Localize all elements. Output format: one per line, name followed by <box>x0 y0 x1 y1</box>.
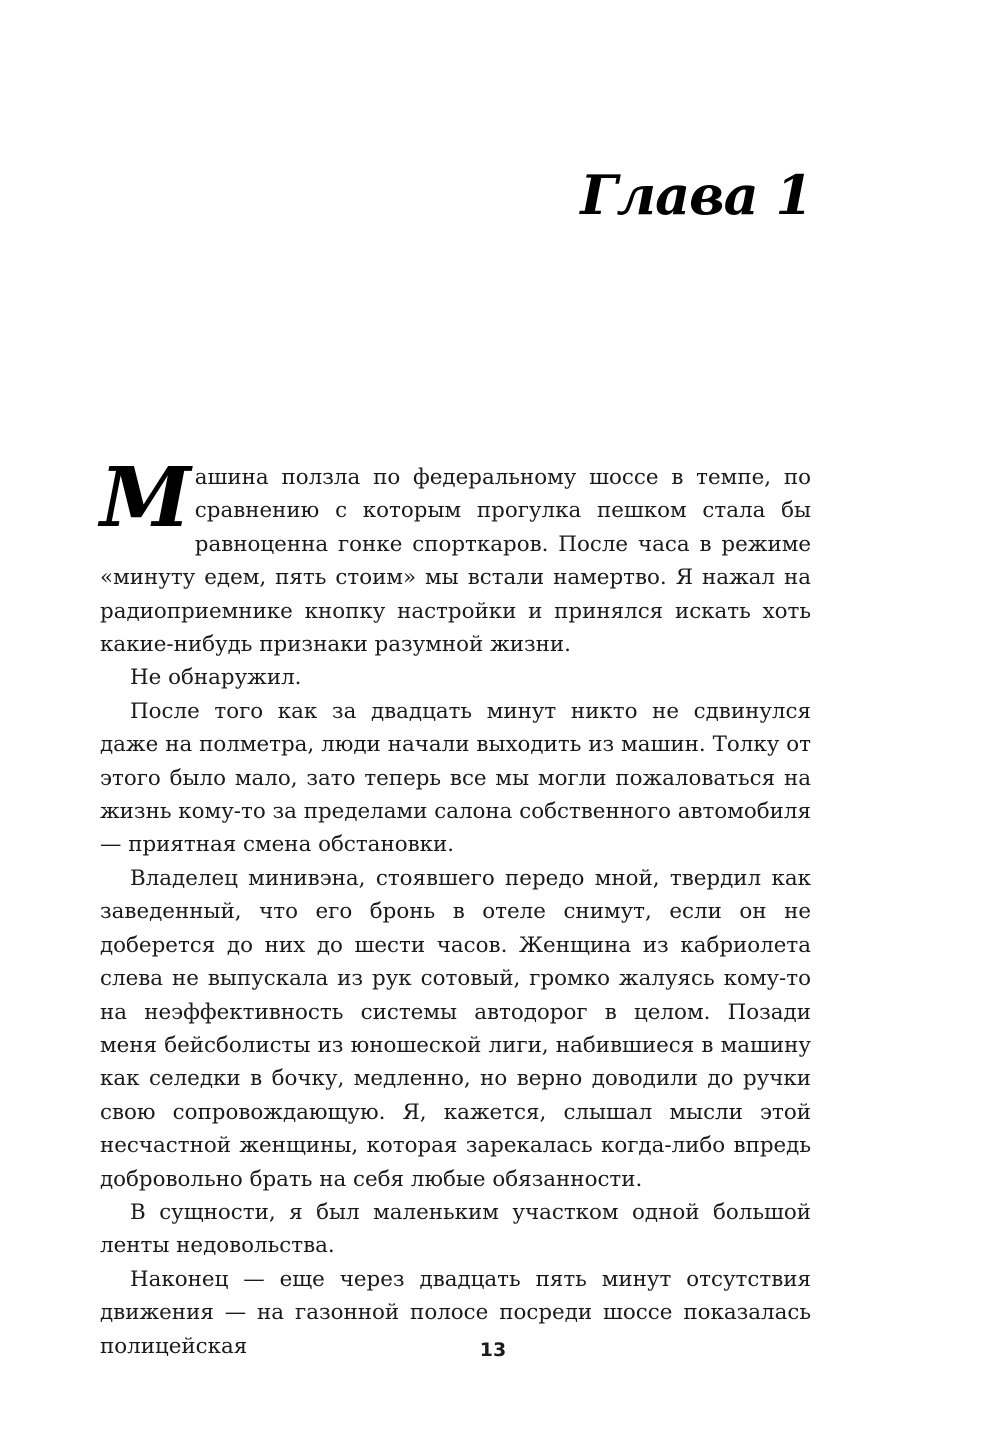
paragraph-4: Владелец минивэна, стоявшего передо мной, твердил как заведенный, что его бронь в отеле снимут, если он не доберется до них до шести часов. Женщина из кабриолета слева не выпускала из рук сотовый, громко жалуясь кому-то на неэффективность системы автодорог в целом. Позади меня бейсболисты из юношеской лиги, набившиеся в машину как селедки в бочку, медленно, но верно доводили до ручки свою сопровождающую. Я, кажется, слышал мысли этой несчастной женщины, которая зарекалась когда-либо впредь добровольно брать на себя любые обязанности. <box>100 865 811 1192</box>
page-number: 13 <box>479 1339 507 1361</box>
paragraph-1 <box>100 450 811 661</box>
body-text <box>100 450 811 1363</box>
paragraph-2: Не обнаружил. <box>130 665 302 691</box>
chapter-title: Глава 1 <box>580 163 812 227</box>
paragraph-6: Наконец — еще через двадцать пять минут отсутствия движения — на газонной полосе посреди шоссе показалась полицейская <box>100 1266 811 1359</box>
drop-cap: М <box>100 450 189 546</box>
paragraph-5: В сущности, я был маленьким участком одной большой ленты недовольства. <box>100 1199 811 1259</box>
paragraph-3: После того как за двадцать минут никто не сдвинулся даже на полметра, люди начали выходить из машин. Толку от этого было мало, зато теперь все мы могли пожаловаться на жизнь кому-то за пределами салона собственного автомобиля — приятная смена обстановки. <box>100 698 811 858</box>
paragraph-1-text: ашина ползла по федеральному шоссе в темпе, по сравнению с которым прогулка пешком стала бы равноценна гонке спорткаров. После часа в режиме «минуту едем, пять стоим» мы встали намертво. Я нажал на радиоприемнике кнопку настройки и принялся искать хоть какие-нибудь признаки разумной жизни. <box>100 465 811 658</box>
